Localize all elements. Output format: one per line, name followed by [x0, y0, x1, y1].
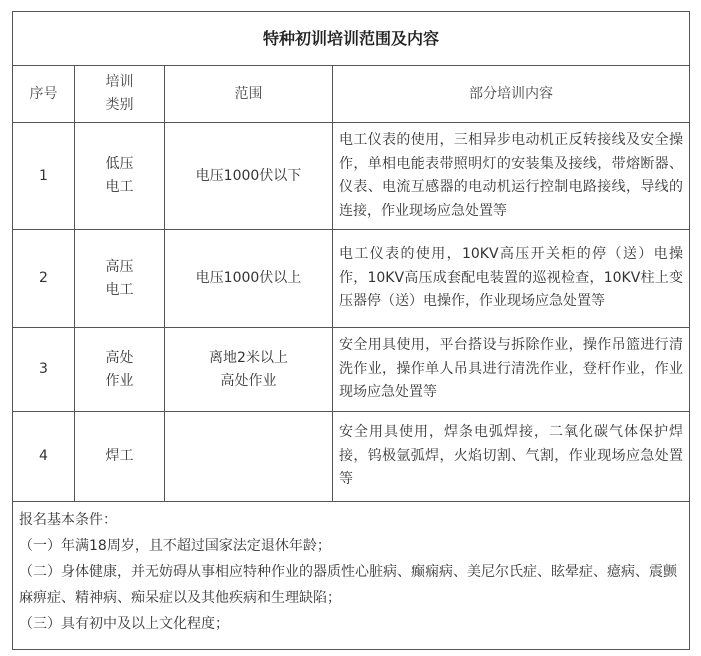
training-table: [12, 11, 690, 650]
row-category-line2: 电工: [105, 179, 134, 195]
title-row: [13, 12, 690, 66]
row-category-line1: 焊工: [105, 448, 134, 464]
conditions-heading: 报名基本条件：: [19, 512, 117, 528]
row-scope-line1: 离地2米以上: [209, 349, 288, 366]
row-scope: [165, 230, 333, 328]
row-category: [75, 412, 165, 502]
row-category: [75, 123, 165, 230]
row-category-line1: 低压: [105, 156, 134, 172]
row-index: 3: [13, 328, 75, 412]
row-scope-line2: 高处作业: [220, 372, 277, 389]
row-scope: [165, 328, 333, 412]
table-row: [13, 412, 690, 502]
header-row: [13, 66, 690, 123]
row-category: [75, 328, 165, 412]
table-row: [13, 230, 690, 328]
header-index: 序号: [13, 66, 75, 123]
row-content: 安全用具使用，焊条电弧焊接，二氧化碳气体保护焊接，钨极氩弧焊，火焰切割、气割，作业现场应急处置等: [333, 412, 690, 502]
header-scope: 范围: [165, 66, 333, 123]
row-scope: [165, 412, 333, 502]
table-row: [13, 123, 690, 230]
table-row: [13, 328, 690, 412]
condition-item: （二）身体健康，并无妨碍从事相应特种作业的器质性心脏病、癫痫病、美尼尔氏症、眩晕症、癔病、震颤麻痹症、精神病、痴呆症以及其他疾病和生理缺陷；: [19, 564, 677, 606]
row-scope: [165, 123, 333, 230]
conditions-row: [13, 502, 690, 650]
row-index: 4: [13, 412, 75, 502]
row-category-line2: 作业: [105, 372, 134, 389]
row-content: 电工仪表的使用，10KV高压开关柜的停（送）电操作，10KV高压成套配电装置的巡视检查，10KV柱上变压器停（送）电操作，作业现场应急处置等: [333, 230, 690, 328]
conditions-cell: [13, 502, 690, 650]
row-content: 安全用具使用，平台搭设与拆除作业，操作吊篮进行清洗作业，操作单人吊具进行清洗作业，登杆作业，作业现场应急处置等: [333, 328, 690, 412]
row-scope-line1: 电压1000伏以上: [195, 270, 302, 286]
header-category-line1: 培训: [105, 74, 134, 90]
row-index: 1: [13, 123, 75, 230]
header-category-line2: 类别: [105, 97, 134, 113]
row-category-line2: 电工: [105, 281, 134, 298]
row-category: [75, 230, 165, 328]
row-category-line1: 高压: [105, 258, 134, 275]
table-title: 特种初训培训范围及内容: [13, 12, 690, 66]
row-scope-line1: 电压1000伏以下: [195, 167, 302, 184]
header-category: [75, 66, 165, 123]
row-category-line1: 高处: [105, 349, 134, 366]
row-content: 电工仪表的使用，三相异步电动机正反转接线及安全操作，单相电能表带照明灯的安装集及接线，带熔断器、仪表、电流互感器的电动机运行控制电路接线，导线的连接，作业现场应急处置等: [333, 123, 690, 230]
condition-item: （一）年满18周岁，且不超过国家法定退休年龄；: [19, 538, 331, 554]
header-content: 部分培训内容: [333, 66, 690, 123]
row-index: 2: [13, 230, 75, 328]
condition-item: （三）具有初中及以上文化程度；: [19, 616, 229, 632]
